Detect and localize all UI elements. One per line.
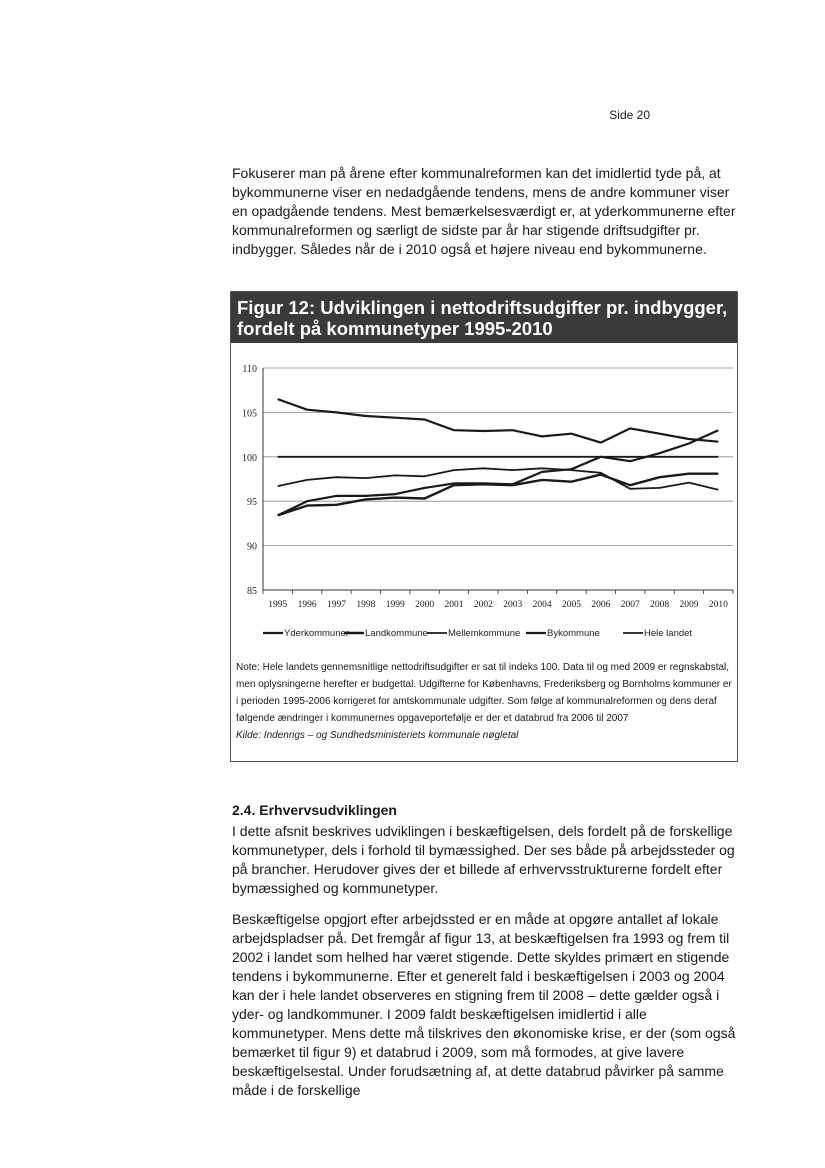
figure-title: Figur 12: Udviklingen i nettodriftsudgifter pr. indbygger, fordelt på kommunetyper 1995-2010	[231, 292, 737, 343]
figure-source: Kilde: Indenrigs – og Sundhedsministeriets kommunale nøgletal	[236, 730, 519, 741]
x-tick-label: 2003	[503, 600, 523, 610]
legend-label: Landkommune	[365, 628, 428, 639]
legend-label: Yderkommuner	[284, 628, 349, 639]
x-tick-label: 2009	[679, 600, 699, 610]
legend-label: Hele landet	[644, 628, 693, 639]
x-tick-label: 1997	[326, 600, 346, 610]
section-paragraph-1: I dette afsnit beskrives udviklingen i beskæftigelsen, dels fordelt på de forskellige kommunetyper, dels i forhold til bymæssighed. Der ses både på arbejdssteder og på brancher. Herudover gives der et billede af erhvervsstrukturerne fordelt efter bymæssighed og kommunetyper.	[232, 823, 735, 896]
y-tick-label: 110	[242, 364, 257, 375]
series-line	[278, 474, 719, 516]
line-chart	[231, 344, 737, 654]
x-tick-label: 2001	[444, 600, 464, 610]
y-tick-label: 105	[242, 408, 257, 420]
x-tick-label: 1996	[297, 600, 317, 610]
x-tick-label: 1995	[268, 600, 288, 610]
y-tick-label: 100	[242, 452, 257, 464]
x-tick-label: 2010	[708, 600, 728, 610]
series-line	[278, 399, 719, 443]
x-tick-label: 2002	[473, 600, 493, 610]
x-tick-label: 2007	[620, 600, 640, 610]
x-tick-label: 2004	[532, 600, 552, 610]
x-tick-label: 1999	[385, 600, 405, 610]
figure-12	[230, 291, 738, 762]
x-tick-label: 2006	[591, 600, 611, 610]
legend-label: Mellemkommune	[448, 628, 521, 639]
y-tick-label: 90	[247, 541, 257, 553]
section-paragraph-2: Beskæftigelse opgjort efter arbejdssted er en måde at opgøre antallet af lokale arbejdspladser på. Det fremgår af figur 13, at beskæftigelsen fra 1993 og frem til 2002 i landet som helhed har været stigende. Dette skyldes primært en stigende tendens i bykommunerne. Efter et generelt fald i beskæftigelsen i 2003 og 2004 kan der i hele landet observeres en stigning frem til 2008 – dette gælder også i yder- og landkommuner. I 2009 faldt beskæftigelsen imidlertid i alle kommunetyper. Mens dette må tilskrives den økonomiske krise, er der (som også bemærket til figur 9) et databrud i 2009, som må formodes, at give lavere beskæftigelsestal. Under forudsætning af, at dette databrud påvirker på samme måde i de forskellige	[232, 911, 736, 1098]
figure-note: Note: Hele landets gennemsnitlige nettodriftsudgifter er sat til indeks 100. Data til og med 2009 er regnskabstal, men oplysningerne herefter er budgettal. Udgifterne for Københavns, Frederiksberg og Bornholms kommuner er i perioden 1995-2006 korrigeret for amtskommunale udgifter. Som følge af kommunalreformen og dens deraf følgende ændringer i kommunernes opgaveportefølje er der et databrud fra 2006 til 2007	[236, 662, 732, 724]
legend-label: Bykommune	[547, 628, 600, 639]
y-tick-label: 85	[247, 586, 257, 597]
y-tick-label: 95	[247, 497, 257, 509]
figure-note-block	[236, 659, 734, 744]
x-tick-label: 2000	[415, 600, 435, 610]
x-tick-label: 2008	[650, 600, 670, 610]
x-tick-label: 2005	[561, 600, 581, 610]
page-number: Side 20	[609, 108, 650, 122]
intro-paragraph: Fokuserer man på årene efter kommunalreformen kan det imidlertid tyde på, at bykommunerne viser en nedadgående tendens, mens de andre kommuner viser en opadgående tendens. Mest bemærkelsesværdigt er, at yderkommunerne efter kommunalreformen og særligt de sidste par år har stigende driftsudgifter pr. indbygger. Således når de i 2010 også et højere niveau end bykommunerne.	[232, 165, 736, 257]
x-tick-label: 1998	[356, 600, 376, 610]
section-heading: 2.4. Erhvervsudviklingen	[232, 802, 397, 818]
